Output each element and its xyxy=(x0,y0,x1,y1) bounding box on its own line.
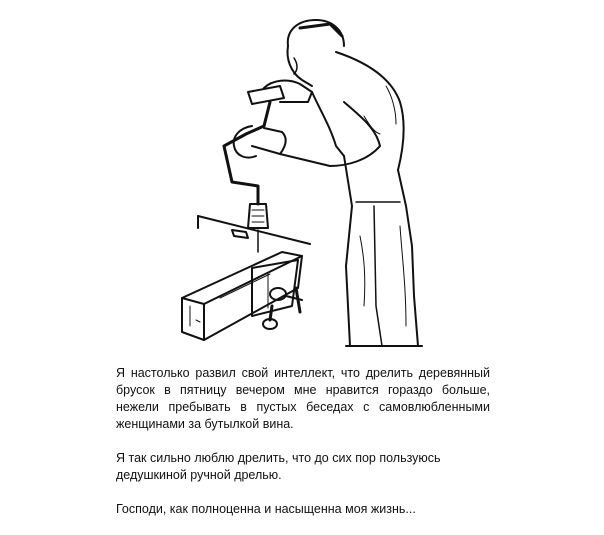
caption-paragraph-2: Я так сильно люблю дрелить, что до сих пор пользуюсь дедушкиной ручной дрелью. xyxy=(116,451,441,482)
man-with-hand-brace-drill-icon xyxy=(160,6,440,352)
caption-paragraph-3: Господи, как полноценна и насыщенна моя жизнь... xyxy=(116,502,416,516)
caption-text xyxy=(116,365,490,535)
caption-paragraph-1: Я настолько развил свой интеллект, что дрелить деревянный брусок в пятницу вечером мне нравится гораздо больше, нежели пребывать в пустых беседах с самовлюбленными женщинами за бутылкой вина. xyxy=(116,366,490,431)
